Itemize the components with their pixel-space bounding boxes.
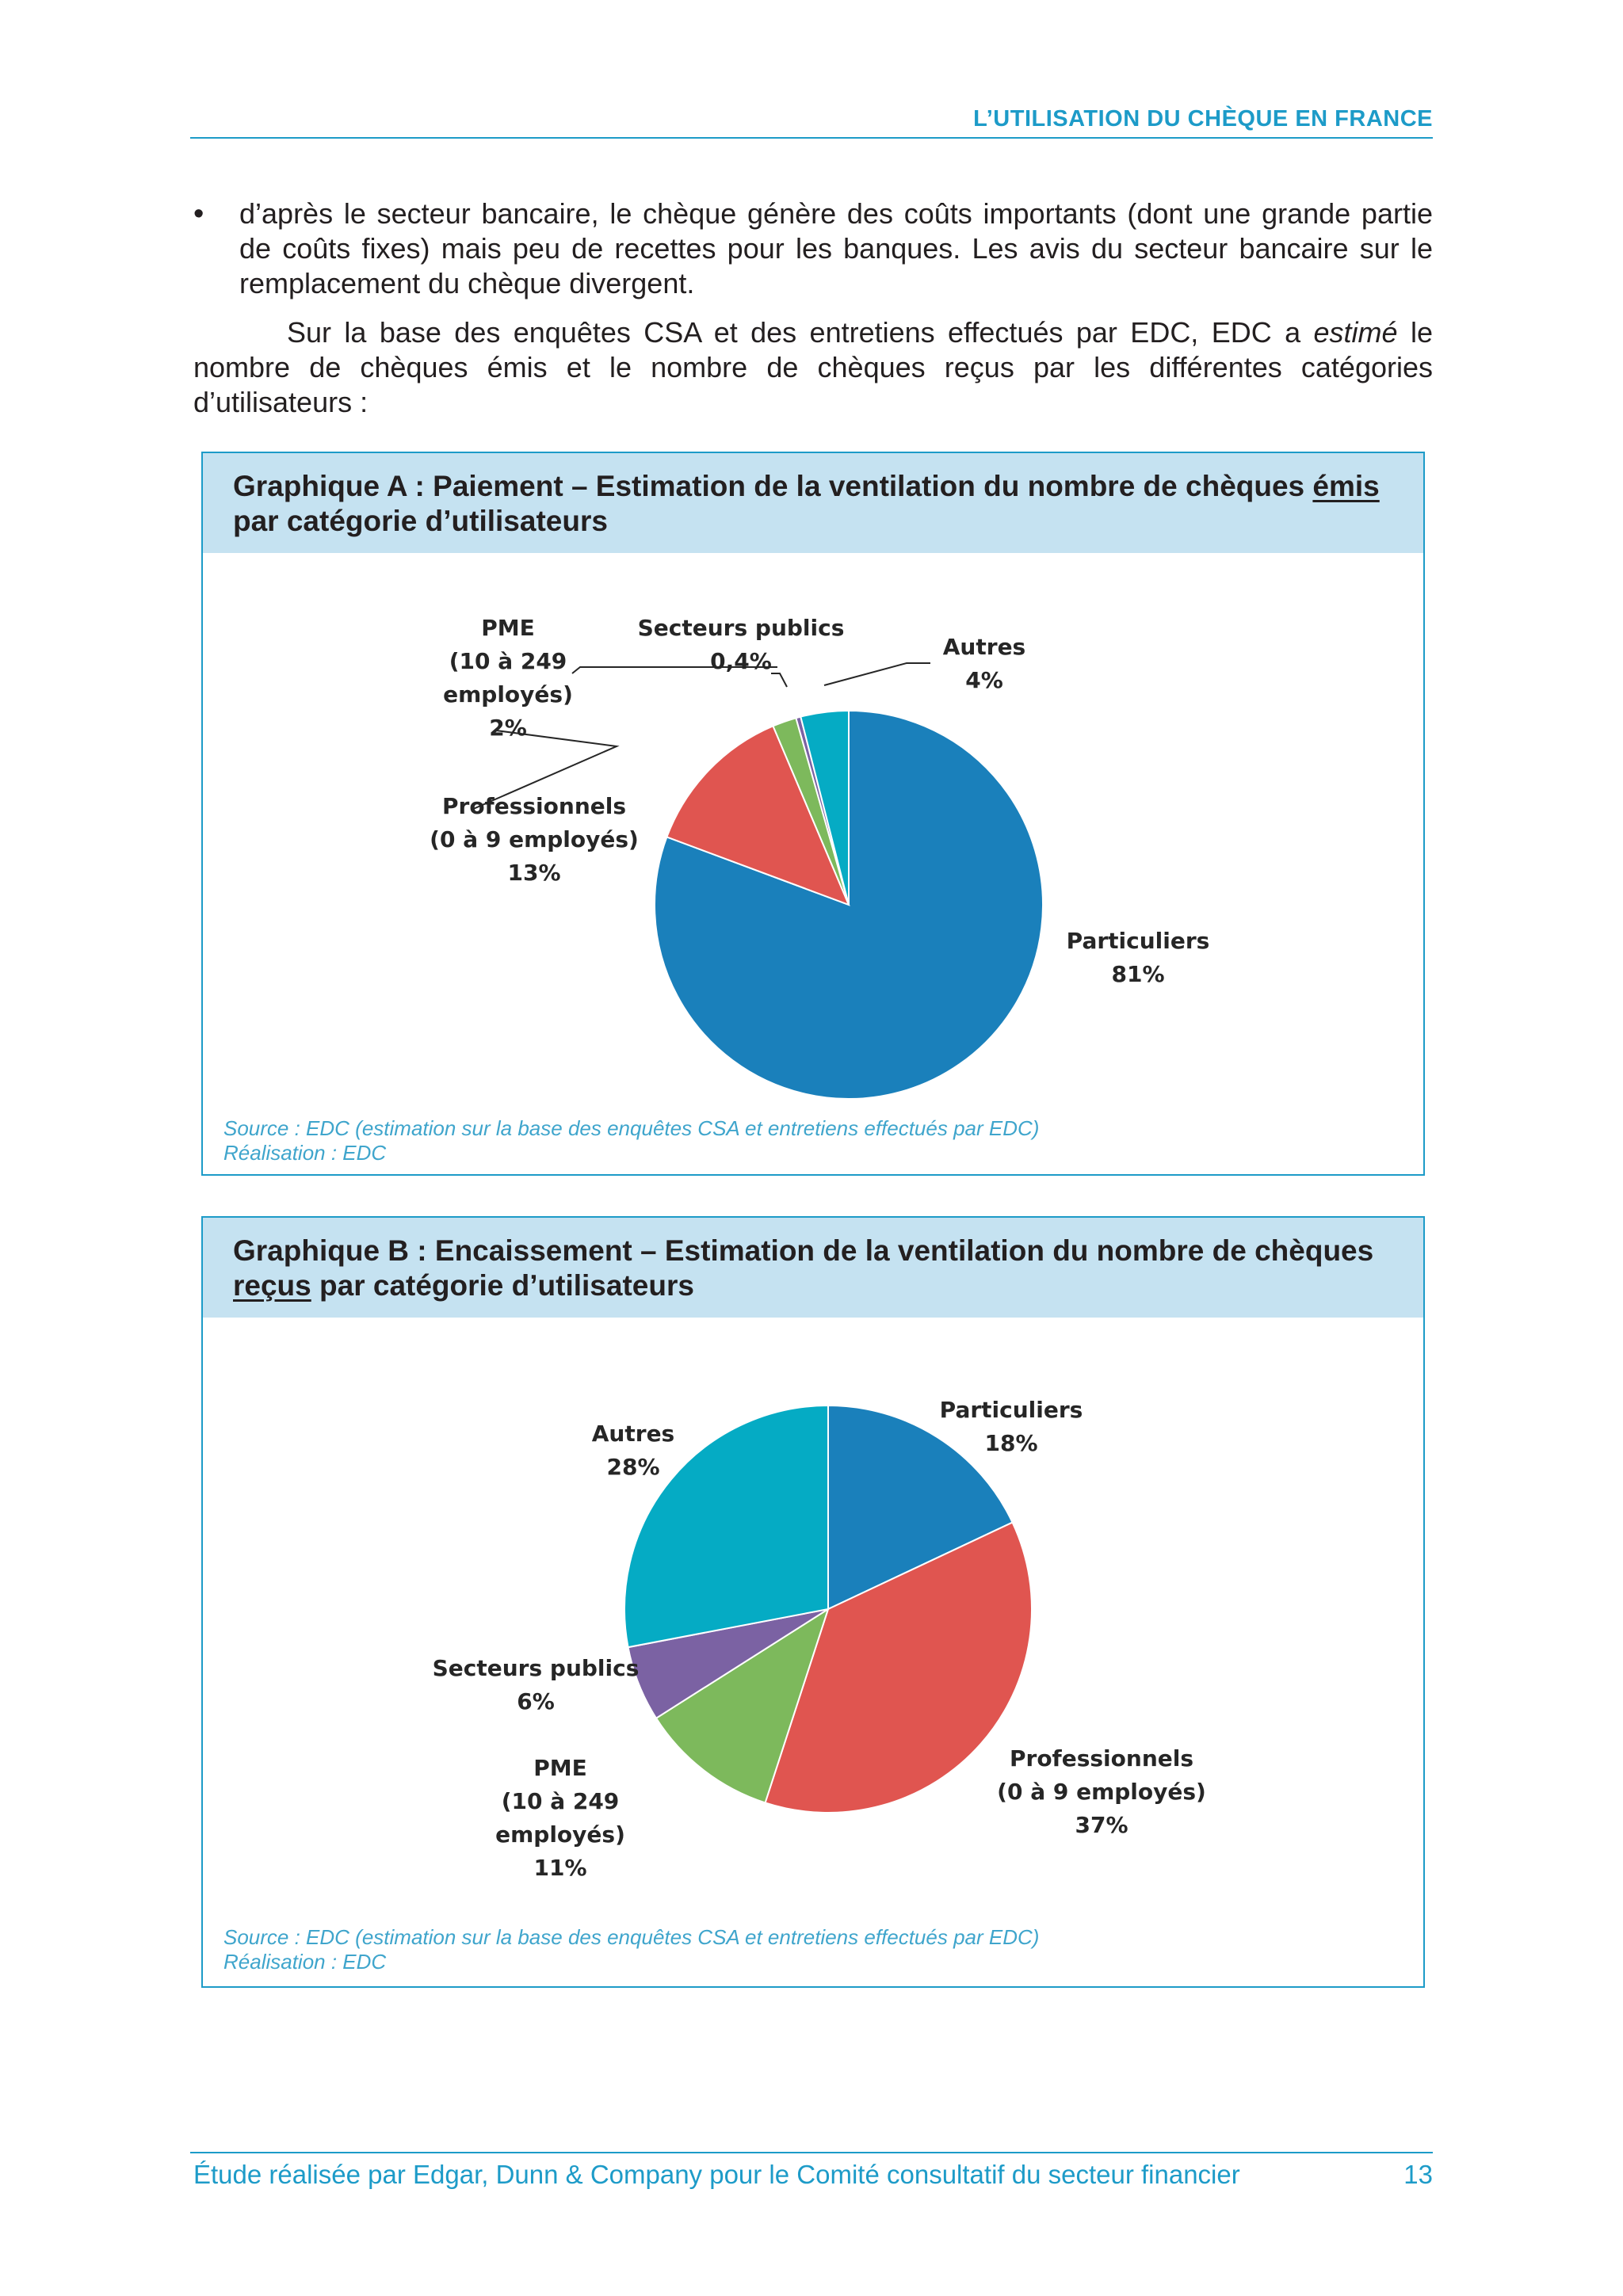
chart-a-leader-line-autres: [824, 663, 930, 685]
intro-text-end: le nombre de chèques émis et le nombre de chèques reçus par les différentes catégories d’utilisateurs :: [193, 316, 1433, 418]
footer-text: Étude réalisée par Edgar, Dunn & Company pour le Comité consultatif du secteur financier: [193, 2160, 1240, 2189]
bullet-paragraph: d’après le secteur bancaire, le chèque génère des coûts importants (dont une grande partie de coûts fixes) mais peu de recettes pour les banques. Les avis du secteur bancaire sur le remplacement du chèque divergent.: [239, 197, 1433, 299]
chart-b-label-secteurs-publics: Secteurs publics 6%: [432, 1655, 640, 1714]
chart-a-realisation: Réalisation : EDC: [223, 1141, 387, 1165]
bullet-marker: •: [193, 197, 204, 231]
chart-b-realisation: Réalisation : EDC: [223, 1950, 387, 1974]
chart-b-label-pme-10-a-249-employes: PME (10 à 249 employés) 11%: [495, 1755, 625, 1881]
chart-b-box: [201, 1216, 1425, 1988]
chart-b-title-end: par catégorie d’utilisateurs: [311, 1269, 694, 1302]
chart-a-title-start: Graphique A : Paiement – Estimation de la ventilation du nombre de chèques: [233, 470, 1313, 502]
chart-a-label-autres: Autres 4%: [942, 634, 1026, 693]
chart-b-title-start: Graphique B : Encaissement – Estimation de la ventilation du nombre de chèques: [233, 1234, 1374, 1267]
chart-b-label-autres: Autres 28%: [591, 1421, 675, 1480]
footer-divider: [190, 2152, 1433, 2153]
page-number: 13: [1403, 2160, 1433, 2189]
header-divider: [190, 137, 1433, 139]
intro-text-start: Sur la base des enquêtes CSA et des entretiens effectués par EDC, EDC a: [287, 316, 1314, 349]
chart-a-label-secteurs-publics: Secteurs publics 0,4%: [637, 615, 845, 674]
chart-b-label-particuliers: Particuliers 18%: [939, 1397, 1083, 1456]
intro-emphasis: estimé: [1313, 316, 1398, 349]
chart-a-title-underlined: émis: [1312, 470, 1380, 502]
chart-a-box: [201, 452, 1425, 1176]
chart-a-pie: [203, 453, 1423, 1174]
chart-b-pie: [203, 1218, 1423, 1986]
chart-a-label-particuliers: Particuliers 81%: [1066, 928, 1210, 987]
chart-a-label-professionnels-0-a-9-employes: Professionnels (0 à 9 employés) 13%: [430, 793, 639, 886]
intro-paragraph: [193, 315, 1433, 420]
chart-b-title-underlined: reçus: [233, 1269, 311, 1302]
chart-a-source: Source : EDC (estimation sur la base des enquêtes CSA et entretiens effectués par EDC): [223, 1116, 1040, 1140]
chart-a-label-pme-10-a-249-employes: PME (10 à 249 employés) 2%: [443, 615, 573, 741]
chart-b-source: Source : EDC (estimation sur la base des enquêtes CSA et entretiens effectués par EDC): [223, 1925, 1040, 1949]
chart-a-title-end: par catégorie d’utilisateurs: [233, 505, 608, 537]
chart-a-leader-line-secteurs-publics: [771, 673, 787, 687]
chart-b-label-professionnels-0-a-9-employes: Professionnels (0 à 9 employés) 37%: [997, 1745, 1206, 1838]
running-header-title: L’UTILISATION DU CHÈQUE EN FRANCE: [973, 106, 1433, 132]
